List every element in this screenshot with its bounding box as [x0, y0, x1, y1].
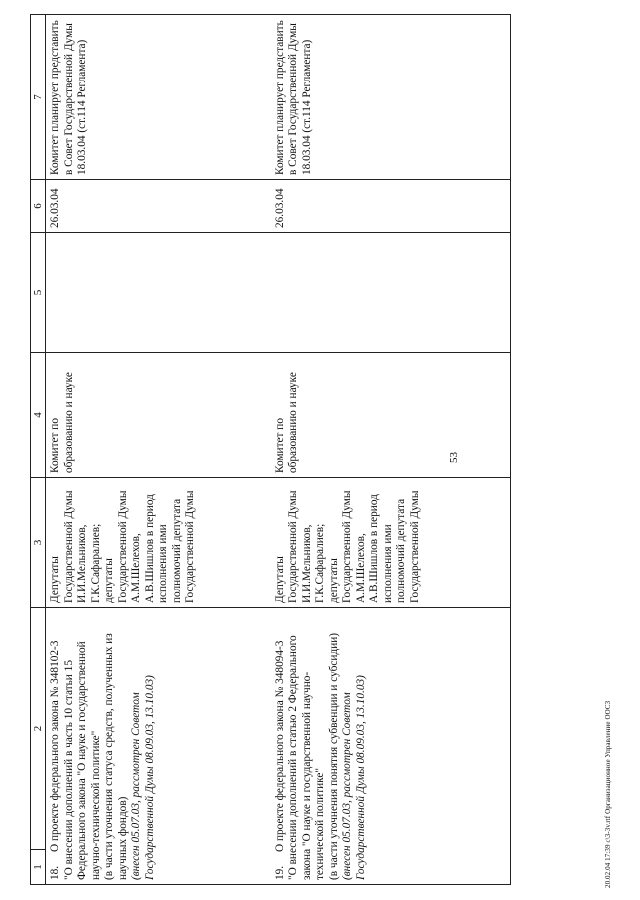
- bill-title: О проекте федерального закона № 348094-3: [273, 640, 286, 852]
- remark-cell: Комитет планирует представить в Совет Государственной Думы 18.03.04 (ст.114 Регламента): [271, 15, 511, 180]
- column-header: 2: [31, 608, 46, 850]
- page-number: 53: [448, 452, 460, 463]
- remark-cell: Комитет планирует представить в Совет Государственной Думы 18.03.04 (ст.114 Регламента): [46, 15, 271, 180]
- row-number: 19.: [273, 865, 286, 880]
- column-5-cell: [46, 233, 271, 353]
- bill-description: "О внесении дополнений в часть 10 статьи 15 Федерального закона "О науке и государственной научно-технической политике": [62, 641, 102, 880]
- bill-title: О проекте федерального закона № 348102-3: [49, 640, 61, 852]
- column-header: 7: [31, 15, 46, 180]
- table-header-row: [31, 15, 46, 885]
- bill-status: (внесен 05.07.03, рассмотрен Советом Государственной Думы 08.09.03, 13.10.03): [341, 675, 367, 880]
- column-header: 3: [31, 478, 46, 608]
- column-header: 4: [31, 353, 46, 478]
- bill-note: (в части уточнения понятия субвенции и субсидии): [327, 632, 340, 880]
- column-header: 6: [31, 180, 46, 233]
- row-number: 18.: [49, 865, 61, 880]
- table-row: [46, 15, 271, 885]
- bill-description: "О внесении дополнений в статью 2 Федерального закона "О науке и государственной научно-технической политике": [287, 635, 326, 880]
- column-header: 5: [31, 233, 46, 353]
- table-row: [271, 15, 511, 885]
- bill-status: (внесен 05.07.03, рассмотрен Советом Государственной Думы 08.09.03, 13.10.03): [130, 675, 156, 880]
- bill-description-cell: [46, 608, 271, 885]
- committee-cell: Комитет по образованию и науке: [46, 353, 271, 478]
- footer-file-info: 20.02.04 17:39 c\3-3v.rtf Организационное Управление ООСЗ: [604, 700, 612, 888]
- column-header: 1: [31, 850, 46, 885]
- bill-description-cell: [271, 608, 511, 885]
- bill-note: (в части уточнения статуса средств, полученных из научных фондов): [103, 633, 129, 880]
- authors-cell: Депутаты Государственной Думы И.И.Мельников, Г.К.Сафаралиев; депутаты Государственной Думы А.М.Шелехов, А.В.Шишлов в период исполнения ими полномочий депутата Государственной Думы: [46, 478, 271, 608]
- date-cell: 26.03.04: [271, 180, 511, 233]
- column-5-cell: [271, 233, 511, 353]
- bills-table: [30, 14, 511, 885]
- date-cell: 26.03.04: [46, 180, 271, 233]
- committee-cell: Комитет по образованию и науке: [271, 353, 511, 478]
- authors-cell: Депутаты Государственной Думы И.И.Мельников, Г.К.Сафаралиев; депутаты Государственной Думы А.М.Шелехов, А.В.Шишлов в период исполнения ими полномочий депутата Государственной Думы: [271, 478, 511, 608]
